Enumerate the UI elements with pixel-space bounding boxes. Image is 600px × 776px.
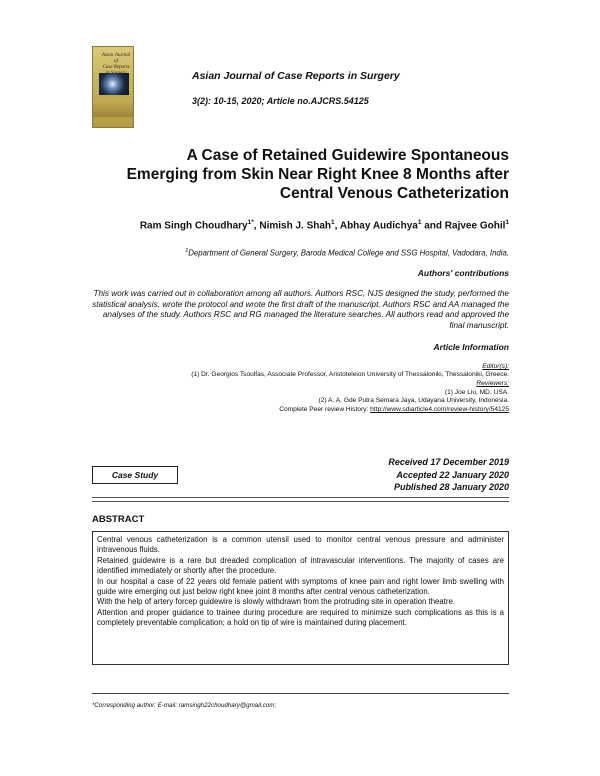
contributions-heading: Authors' contributions (417, 268, 509, 278)
affiliation-sup: 1 (185, 248, 189, 254)
title-line-2: Emerging from Skin Near Right Knee 8 Months after (126, 166, 509, 183)
author-separator: , (334, 220, 340, 232)
peer-review-label: Complete Peer review History: (279, 406, 371, 413)
author-sup: 1 (505, 219, 509, 226)
author-sup: 1 (417, 219, 422, 226)
publication-dates (388, 456, 509, 494)
divider-top (92, 497, 509, 498)
footnote-rule (92, 693, 509, 694)
abstract-heading: ABSTRACT (92, 514, 145, 525)
journal-cover-image (92, 46, 134, 128)
issue-info: 3(2): 10-15, 2020; Article no.AJCRS.54125 (192, 96, 369, 106)
corresponding-author-footnote: *Corresponding author: E-mail: ramsingh22choudhary@gmail.com; (92, 702, 277, 709)
cover-photo (99, 73, 129, 95)
cover-title-line2: Case Reports (102, 65, 130, 70)
author-separator: , (253, 220, 260, 232)
author-list (140, 219, 509, 231)
contributions-text: This work was carried out in collaboration among all authors. Authors RSC, NJS designed the study, performed the statistical analysis, wrote the protocol and wrote the first draft of the manuscript. Authors RSC and AA managed the analyses of the study. Authors RSC and RG managed the literature searches. All authors read and approved the final manuscript. (92, 289, 509, 330)
article-info-heading: Article Information (433, 342, 509, 352)
title-line-3: Central Venous Catheterization (279, 185, 509, 202)
abstract-paragraph: Central venous catheterization is a common utensil used to monitor central venous pressure and administer intravenous fluids. (97, 535, 504, 555)
reviewers-label: Reviewers: (476, 380, 509, 387)
accepted-date: Accepted 22 January 2020 (396, 469, 509, 480)
cover-band (93, 99, 133, 117)
title-line-1: A Case of Retained Guidewire Spontaneous (186, 147, 509, 164)
abstract-box (92, 531, 509, 665)
peer-review-link[interactable]: http://www.sdiarticle4.com/review-history/54125 (370, 406, 509, 413)
editor-text: (1) Dr. Georgios Tsoulfas, Associate Professor, Aristoteleion University of Thessaloniki, Thessaloniki, Greece. (191, 371, 509, 378)
reviewer-1: (1) Joe Liu, MD, USA. (444, 389, 509, 396)
abstract-paragraph: With the help of artery forcep guidewire is slowly withdrawn from the protruding site in operation theatre. (97, 597, 455, 607)
author-sup: 1* (247, 219, 254, 226)
author-name: Abhay Audichya (339, 220, 418, 232)
author-name: Ram Singh Choudhary (139, 220, 248, 232)
affiliation-text: Department of General Surgery, Baroda Medical College and SSG Hospital, Vadodara, India. (188, 248, 509, 258)
peer-review-history (279, 406, 509, 415)
article-title (109, 146, 509, 203)
editor-label: Editor(s): (482, 363, 509, 370)
author-name: Rajvee Gohil (444, 220, 506, 232)
abstract-paragraph: In our hospital a case of 22 years old female patient with symptoms of knee pain and right lower limb swelling with guide wire emerging out just below right knee joint 8 months after central venous catheterization. (97, 576, 504, 597)
abstract-paragraph: Retained guidewire is a rare but dreaded complication of intravascular interventions. The majority of cases are identified immediately or shortly after the procedure. (97, 555, 504, 576)
cover-title-line1: Asian Journal of (101, 53, 131, 64)
published-date: Published 28 January 2020 (393, 482, 509, 492)
journal-name: Asian Journal of Case Reports in Surgery (192, 70, 400, 82)
reviewer-2: (2) A. A. Gde Putra Semara Jaya, Udayana University, Indonesia. (318, 397, 509, 404)
received-date: Received 17 December 2019 (388, 457, 509, 467)
divider-bottom (92, 501, 509, 502)
author-and: and (421, 220, 445, 232)
article-type-badge: Case Study (92, 466, 178, 484)
abstract-paragraph: Attention and proper guidance to trainee during procedure are required to minimize such complications as this is a completely preventable complication; a hold on tip of wire is maintained during placement. (97, 607, 504, 628)
affiliation (185, 248, 509, 258)
author-sup: 1 (331, 219, 335, 226)
author-name: Nimish J. Shah (259, 220, 332, 232)
